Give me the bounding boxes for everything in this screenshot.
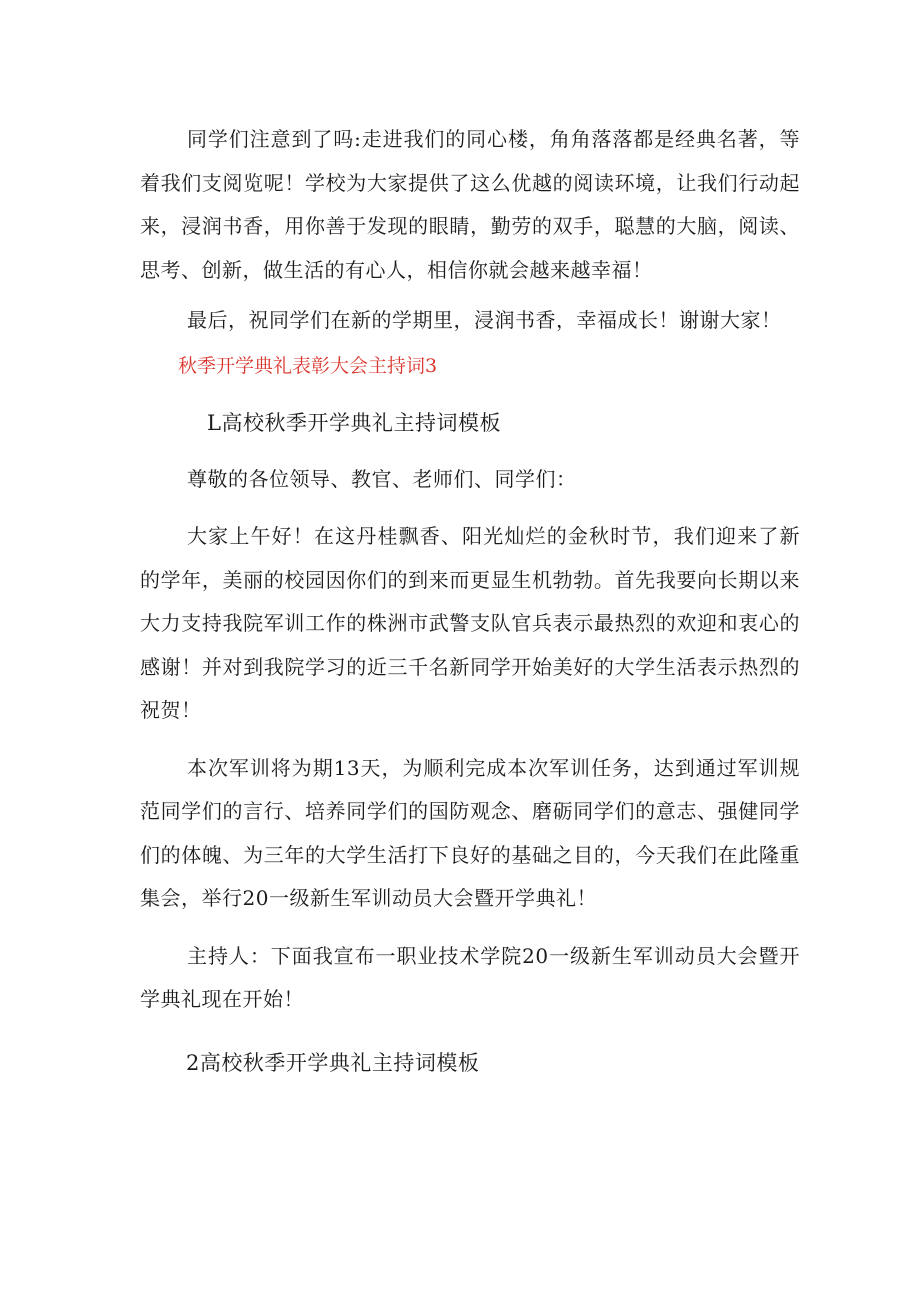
subheading-template-1: L高校秋季开学典礼主持词模板 [207,410,501,435]
paragraph-reading-environment: 同学们注意到了吗:走进我们的同心楼，角角落落都是经典名著，等着我们支阅览呢！学校为大家提供了这么优越的阅读环境，让我们行动起来，浸润书香，用你善于发现的眼睛，勤劳的双手，聪慧的大脑，阅读、思考、创新，做生活的有心人，相信你就会越来越幸福！ [140,127,800,282]
paragraph-military-training: 本次军训将为期13天，为顺利完成本次军训任务，达到通过军训规范同学们的言行、培养同学们的国防观念、磨砺同学们的意志、强健同学们的体魄、为三年的大学生活打下良好的基础之目的，今天我们在此隆重集会，举行20一级新生军训动员大会暨开学典礼！ [140,755,800,910]
subheading-template-2: 2高校秋季开学典礼主持词模板 [186,1050,480,1075]
section-title: 秋季开学典礼表彰大会主持词3 [178,354,438,377]
paragraph-welcome: 大家上午好！在这丹桂飘香、阳光灿烂的金秋时节，我们迎来了新的学年，美丽的校园因你们的到来而更显生机勃勃。首先我要向长期以来大力支持我院军训工作的株洲市武警支队官兵表示最热烈的欢迎和衷心的感谢！并对到我院学习的近三千名新同学开始美好的大学生活表示热烈的祝贺！ [140,524,800,722]
paragraph-salutation: 尊敬的各位领导、教官、老师们、同学们： [187,466,577,491]
paragraph-host-announcement: 主持人：下面我宣布一职业技术学院20一级新生军训动员大会暨开学典礼现在开始！ [140,943,800,1011]
paragraph-closing-wishes: 最后，祝同学们在新的学期里，浸润书香，幸福成长！谢谢大家！ [187,308,782,332]
document-page [140,118,800,1084]
